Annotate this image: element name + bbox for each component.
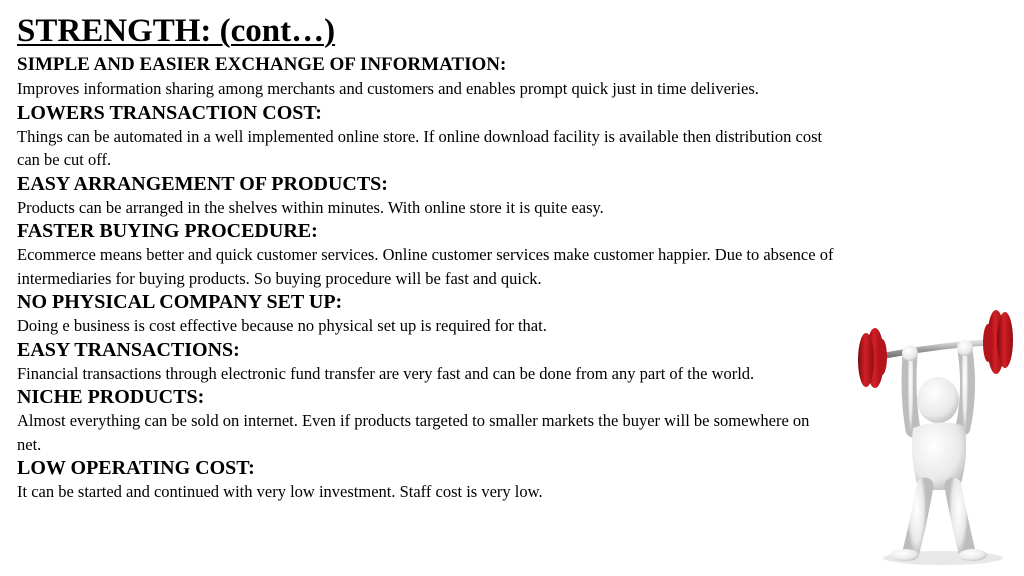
section-transaction-cost	[17, 101, 847, 172]
section-heading: LOWERS TRANSACTION COST:	[17, 101, 322, 124]
section-body: Doing e business is cost effective because no physical set up is required for that.	[17, 316, 547, 335]
section-physical-setup	[17, 290, 847, 338]
slide-title: STRENGTH: (cont…)	[17, 13, 336, 49]
section-heading: SIMPLE AND EASIER EXCHANGE OF INFORMATION:	[17, 54, 507, 75]
section-heading: FASTER BUYING PROCEDURE:	[17, 220, 318, 242]
section-body: Improves information sharing among merchants and customers and enables prompt quick just in time deliveries.	[17, 79, 759, 98]
section-information-exchange	[17, 53, 847, 101]
section-easy-transactions	[17, 338, 847, 386]
section-body: Ecommerce means better and quick customer services. Online customer services make customer happier. Due to absence of intermediaries for buying products. So buying procedure will be fast and quick.	[17, 245, 834, 288]
section-operating-cost	[17, 456, 847, 504]
section-niche-products	[17, 385, 847, 456]
section-body: Almost everything can be sold on internet. Even if products targeted to smaller markets the buyer will be somewhere on net.	[17, 411, 810, 454]
section-heading: LOW OPERATING COST:	[17, 457, 255, 479]
section-body: Financial transactions through electronic fund transfer are very fast and can be done from any part of the world.	[17, 363, 755, 383]
section-body: Things can be automated in a well implemented online store. If online download facility is available then distribution cost can be cut off.	[17, 126, 823, 169]
section-buying-procedure	[17, 219, 847, 290]
section-heading: NO PHYSICAL COMPANY SET UP:	[17, 291, 343, 313]
section-body: It can be started and continued with very low investment. Staff cost is very low.	[17, 482, 543, 501]
section-heading: EASY ARRANGEMENT OF PRODUCTS:	[17, 172, 388, 195]
section-heading: EASY TRANSACTIONS:	[17, 338, 240, 361]
section-heading: NICHE PRODUCTS:	[17, 386, 205, 408]
section-body: Products can be arranged in the shelves within minutes. With online store it is quite easy.	[17, 197, 604, 217]
section-product-arrangement	[17, 172, 847, 220]
slide-content	[17, 53, 847, 504]
weightlifter-icon	[855, 300, 1015, 570]
